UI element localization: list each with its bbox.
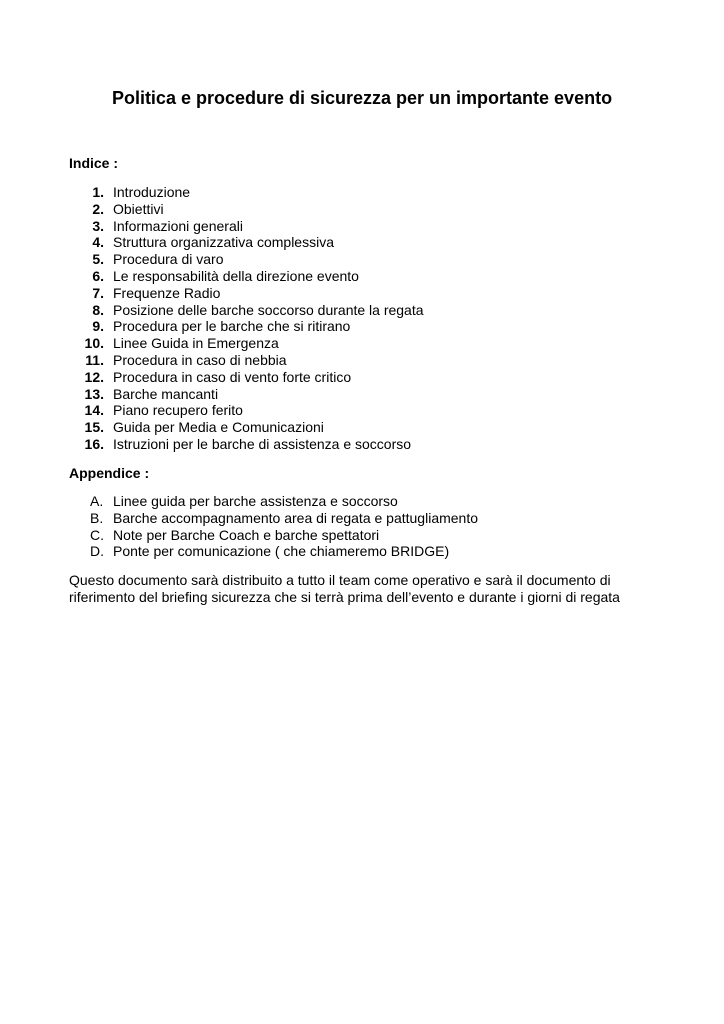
toc-item-number: 1. <box>92 184 104 200</box>
toc-item-number: 9. <box>92 318 104 335</box>
toc-item-label: Procedura di varo <box>113 251 224 268</box>
appendix-item-label: Linee guida per barche assistenza e soccorso <box>113 493 398 509</box>
index-heading: Indice : <box>69 155 119 171</box>
appendix-item-letter: B. <box>90 509 104 526</box>
appendix-item-letter: A. <box>90 493 104 509</box>
toc-item-number: 3. <box>92 217 104 234</box>
toc-item-label: Frequenze Radio <box>113 284 221 301</box>
toc-item-label: Linee Guida in Emergenza <box>113 335 279 352</box>
toc-item-number: 7. <box>92 284 104 301</box>
toc-item-label: Introduzione <box>113 184 191 200</box>
closing-line: Questo documento sarà distribuito a tutto il team come operativo e sarà il documento di <box>69 572 611 588</box>
toc-item-number: 8. <box>92 301 104 318</box>
closing-paragraph <box>69 572 669 606</box>
toc-item-number: 2. <box>92 200 104 217</box>
toc-item-number: 10. <box>84 335 104 352</box>
toc-item-label: Guida per Media e Comunicazioni <box>113 419 324 436</box>
toc-item-number: 15. <box>84 419 104 436</box>
toc-item-label: Piano recupero ferito <box>113 402 243 419</box>
toc-item-number: 6. <box>92 267 104 284</box>
toc-item-label: Procedura in caso di vento forte critico <box>113 368 352 385</box>
appendix-item-letter: D. <box>90 543 104 560</box>
toc-item-label: Informazioni generali <box>113 217 243 234</box>
toc-item-label: Istruzioni per le barche di assistenza e soccorso <box>113 435 412 452</box>
appendix-item-label: Note per Barche Coach e barche spettatori <box>113 526 380 543</box>
toc-item-number: 13. <box>84 385 104 402</box>
toc-item-number: 14. <box>84 402 104 419</box>
toc-item-label: Struttura organizzativa complessiva <box>113 234 334 251</box>
toc-item-number: 12. <box>84 368 104 385</box>
toc-item-number: 4. <box>92 234 104 251</box>
document-title: Politica e procedure di sicurezza per un importante evento <box>111 88 613 108</box>
toc-item-label: Procedura per le barche che si ritirano <box>113 318 351 335</box>
appendix-item-letter: C. <box>90 526 104 543</box>
toc-item-number: 16. <box>84 435 104 452</box>
appendix-heading: Appendice : <box>69 465 150 481</box>
toc-item-label: Procedura in caso di nebbia <box>113 351 287 368</box>
toc-item-label: Obiettivi <box>113 200 164 217</box>
appendix-item-label: Barche accompagnamento area di regata e pattugliamento <box>113 509 479 526</box>
toc-item-number: 11. <box>85 351 104 368</box>
appendix-item-label: Ponte per comunicazione ( che chiameremo BRIDGE) <box>113 543 450 560</box>
closing-line: riferimento del briefing sicurezza che si terrà prima dell’evento e durante i giorni di regata <box>69 589 620 605</box>
toc-item-number: 5. <box>92 251 104 268</box>
toc-item-label: Le responsabilità della direzione evento <box>113 267 359 284</box>
toc-item-label: Posizione delle barche soccorso durante la regata <box>113 301 424 318</box>
toc-item-label: Barche mancanti <box>113 385 219 402</box>
